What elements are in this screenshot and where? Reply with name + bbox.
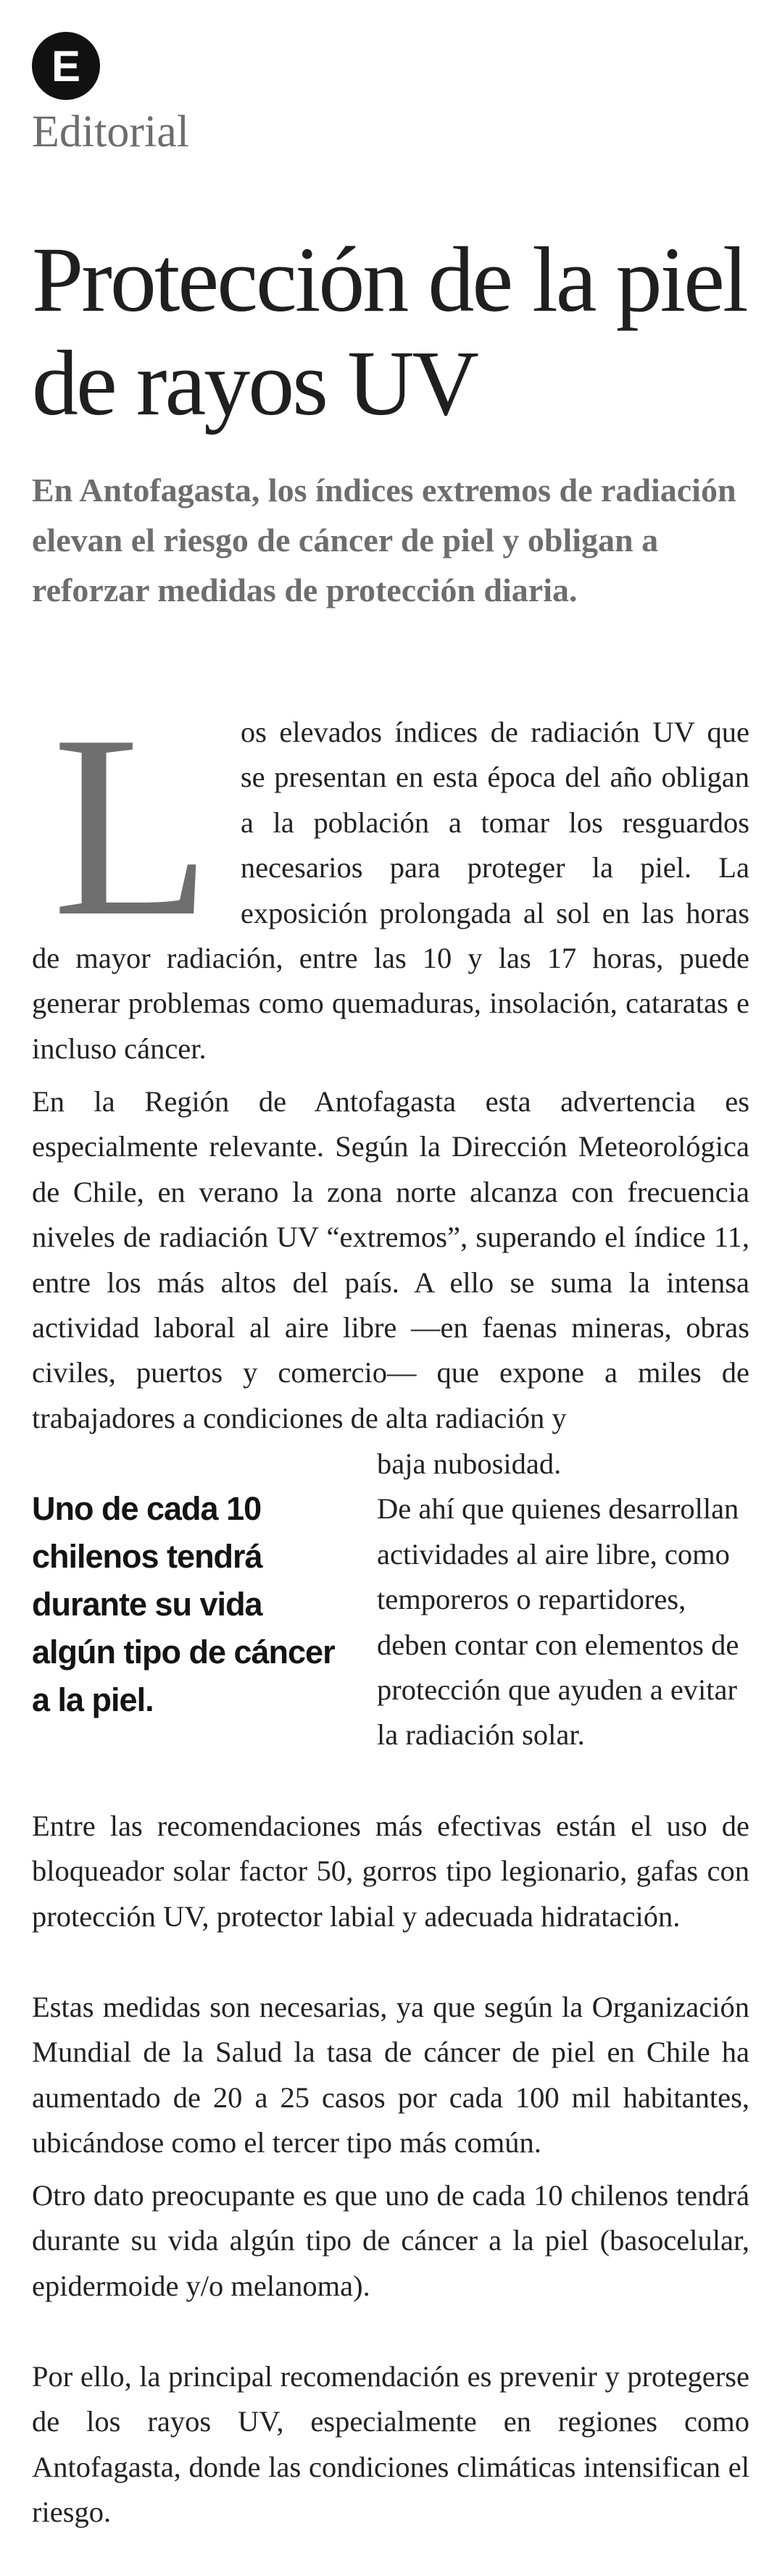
body-paragraph-3: De ahí que quienes desarrollan actividades al aire libre, como temporeros o repartidores, deben contar con elementos de protección que ayuden a evitar la radiación solar. (377, 1492, 739, 1752)
body-paragraph-6: Otro dato preocupante es que uno de cada 10 chilenos tendrá durante su vida algún tipo de cáncer a la piel (basocelular, epidermoide y/o melanoma). (32, 2179, 749, 2302)
section-badge-letter: E (51, 42, 81, 91)
headline: Protección de la piel de rayos UV (32, 228, 747, 435)
body-paragraph-1 (32, 681, 749, 1071)
body-paragraph-5: Estas medidas son necesarias, ya que según la Organización Mundial de la Salud la tasa de cáncer de piel en Chile ha aumentado de 20 a 25 casos por cada 100 mil habitantes, ubicándose como el tercer tipo más común. (32, 1991, 749, 2159)
drop-cap: L (52, 681, 212, 970)
body-paragraph-4: Entre las recomendaciones más efectivas están el uso de bloqueador solar factor 50, gorros tipo legionario, gafas con protección UV, protector labial y adecuada hidratación. (32, 1810, 749, 1933)
side-column (377, 1442, 750, 1758)
body-paragraph-2-continuation: baja nubosidad. (377, 1447, 562, 1480)
body-paragraph-2: En la Región de Antofagasta esta advertencia es especialmente relevante. Según la Dirección Meteorológica de Chile, en verano la zona norte alcanza con frecuencia niveles de radiación UV “extremos”, superando el índice 11, entre los más altos del país. A ello se suma la intensa actividad laboral al aire libre —en faenas mineras, obras civiles, puertos y comercio— que expone a miles de trabajadores a condiciones de alta radiación y (32, 1085, 749, 1434)
section-badge (32, 32, 100, 100)
body-paragraph-1-text: os elevados índices de radiación UV que se presentan en esta época del año obligan a la población a tomar los resguardos necesarios para proteger la piel. La exposición prolongada al sol en las horas de mayor radiación, entre las 10 y las 17 horas, puede generar problemas como quemaduras, insolación, cataratas e incluso cáncer. (32, 716, 749, 1065)
subhead: En Antofagasta, los índices extremos de radiación elevan el riesgo de cáncer de piel y obligan a reforzar medidas de protección diaria. (32, 472, 736, 609)
section-label: Editorial (32, 107, 189, 156)
body-paragraph-7: Por ello, la principal recomendación es prevenir y protegerse de los rayos UV, especialmente en regiones como Antofagasta, donde las condiciones climáticas intensifican el riesgo. (32, 2360, 749, 2529)
pull-quote: Uno de cada 10 chilenos tendrá durante su vida algún tipo de cáncer a la piel. (32, 1490, 335, 1718)
